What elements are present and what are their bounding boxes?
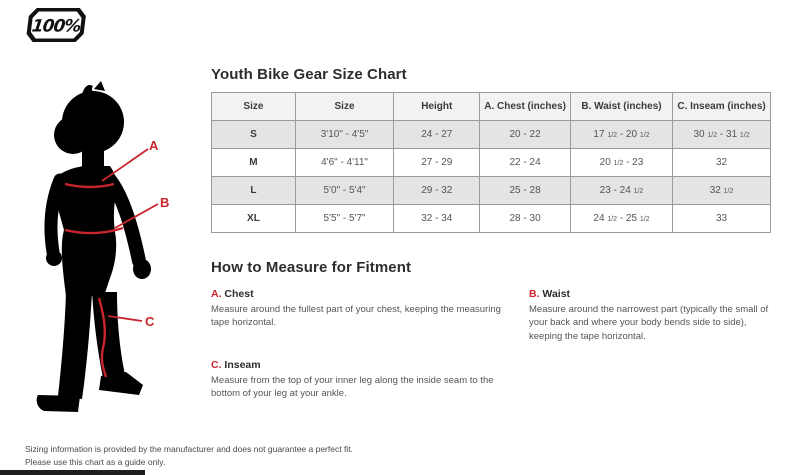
measure-item-chest <box>211 288 503 343</box>
table-cell: 5'0" - 5'4" <box>295 177 393 205</box>
measure-item-chest-name: Chest <box>224 288 254 300</box>
measure-item-inseam-name: Inseam <box>224 358 261 371</box>
table-cell: 28 - 30 <box>480 205 571 233</box>
measure-item-waist <box>529 288 771 343</box>
figure-label-a: A <box>149 138 159 153</box>
disclaimer-line-2: Please use this chart as a guide only. <box>25 456 166 467</box>
table-cell: XL <box>212 205 296 233</box>
table-cell: 24 - 27 <box>394 121 480 149</box>
column-header: B. Waist (inches) <box>570 93 672 121</box>
table-cell: 4'6" - 4'11" <box>295 149 393 177</box>
table-cell: L <box>212 177 296 205</box>
measurement-figure <box>20 80 205 452</box>
table-cell: 3'10" - 4'5" <box>295 121 393 149</box>
table-row <box>212 205 771 233</box>
table-cell: 20 - 22 <box>480 121 571 149</box>
measure-item-chest-letter: A. <box>211 288 222 300</box>
main-content <box>211 66 771 400</box>
table-cell: 17 1/2 - 20 1/2 <box>570 121 672 149</box>
size-chart-header <box>212 93 771 121</box>
measure-item-waist-description: Measure around the narrowest part (typically the small of your back and where your body bends side to side), keeping the tape horizontal. <box>529 304 769 342</box>
table-row <box>212 177 771 205</box>
table-cell: 32 <box>673 149 771 177</box>
measure-title: How to Measure for Fitment <box>211 259 412 276</box>
column-header: A. Chest (inches) <box>480 93 571 121</box>
size-chart-table <box>211 92 771 233</box>
table-cell: 30 1/2 - 31 1/2 <box>673 121 771 149</box>
brand-logo-100-percent <box>24 6 86 44</box>
column-header: Size <box>295 93 393 121</box>
footer-edge-bar <box>0 470 145 475</box>
measure-item-inseam <box>211 359 503 401</box>
logo-badge-icon <box>24 6 86 44</box>
table-cell: 33 <box>673 205 771 233</box>
measure-item-waist-name: Waist <box>542 288 571 300</box>
disclaimer <box>25 443 353 469</box>
table-cell: 23 - 24 1/2 <box>570 177 672 205</box>
measure-item-inseam-heading <box>211 359 503 371</box>
figure-label-c: C <box>145 314 155 329</box>
chest-pointer-line <box>102 149 148 181</box>
table-cell: M <box>212 149 296 177</box>
size-chart-title: Youth Bike Gear Size Chart <box>211 66 407 83</box>
table-cell: S <box>212 121 296 149</box>
measure-grid <box>211 288 771 400</box>
table-cell: 22 - 24 <box>480 149 571 177</box>
table-cell: 29 - 32 <box>394 177 480 205</box>
table-row <box>212 149 771 177</box>
table-cell: 25 - 28 <box>480 177 571 205</box>
table-cell: 32 - 34 <box>394 205 480 233</box>
measure-item-waist-letter: B. <box>529 288 540 300</box>
column-header: Size <box>212 93 296 121</box>
size-chart-body <box>212 121 771 233</box>
measure-item-chest-description: Measure around the fullest part of your chest, keeping the measuring tape horizontal. <box>211 304 501 329</box>
column-header: C. Inseam (inches) <box>673 93 771 121</box>
figure-label-b: B <box>160 195 170 210</box>
measure-item-chest-heading <box>211 288 503 300</box>
how-to-measure-section <box>211 259 771 400</box>
measure-item-waist-heading <box>529 288 771 300</box>
measure-item-inseam-letter: C. <box>211 358 222 371</box>
table-cell: 27 - 29 <box>394 149 480 177</box>
table-row <box>212 121 771 149</box>
table-cell: 5'5" - 5'7" <box>295 205 393 233</box>
disclaimer-line-1: Sizing information is provided by the manufacturer and does not guarantee a perfect fit. <box>25 444 353 454</box>
child-silhouette-icon <box>20 80 205 452</box>
table-cell: 24 1/2 - 25 1/2 <box>570 205 672 233</box>
measure-item-inseam-description: Measure from the top of your inner leg along the inside seam to the bottom of your leg at your ankle. <box>211 374 494 400</box>
table-cell: 32 1/2 <box>673 177 771 205</box>
table-cell: 20 1/2 - 23 <box>570 149 672 177</box>
logo-text: 100% <box>30 16 82 37</box>
column-header: Height <box>394 93 480 121</box>
